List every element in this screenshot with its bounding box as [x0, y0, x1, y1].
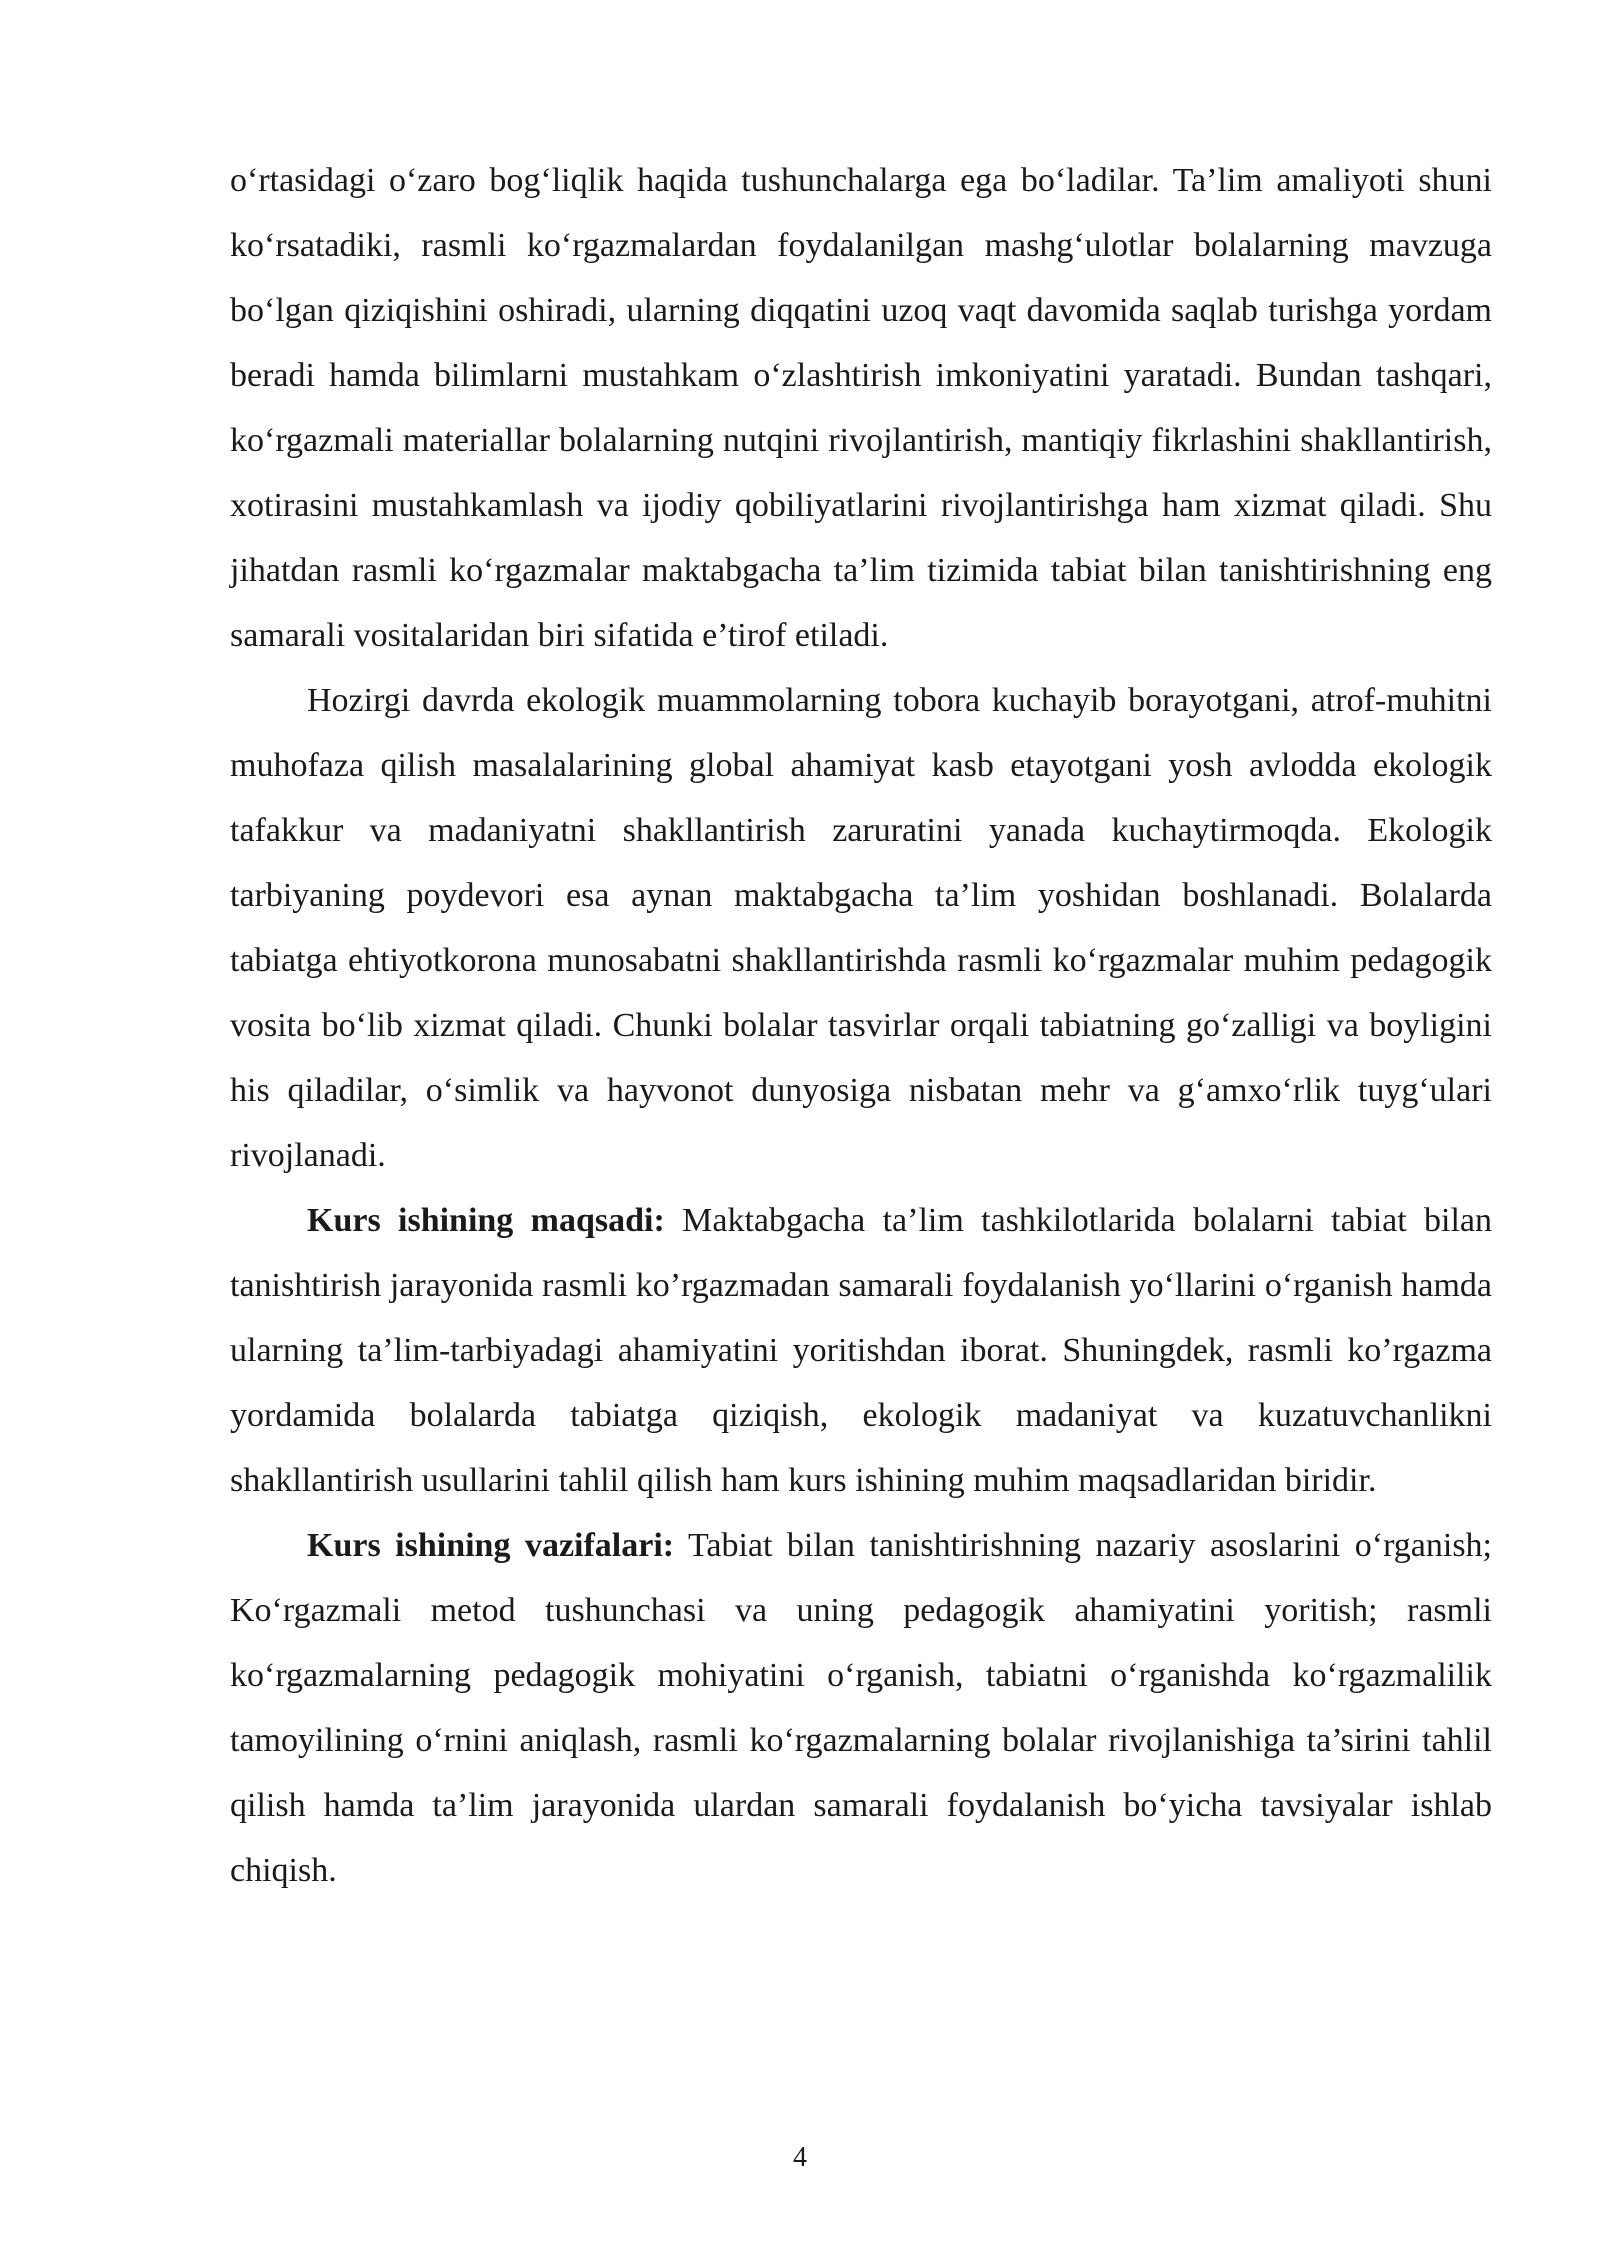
- paragraph-1: [230, 148, 1492, 668]
- paragraph-tasks: [230, 1513, 1492, 1903]
- paragraph-text: Hozirgi davrda ekologik muammolarning tobora kuchayib borayotgani, atrof-muhitni muhofaza qilish masalalarining global ahamiyat kasb etayotgani yosh avlodda ekologik tafakkur va madaniyatni shakllantirish zaruratini yanada kuchaytirmoqda. Ekologik tarbiyaning poydevori esa aynan maktabgacha ta’lim yoshidan boshlanadi. Bolalarda tabiatga ehtiyotkorona munosabatni shakllantirishda rasmli ko‘rgazmalar muhim pedagogik vosita bo‘lib xizmat qiladi. Chunki bolalar tasvirlar orqali tabiatning go‘zalligi va boyligini his qiladilar, o‘simlik va hayvonot dunyosiga nisbatan mehr va g‘amxo‘rlik tuyg‘ulari rivojlanadi.: [230, 682, 1492, 1174]
- body-text: [230, 148, 1492, 1903]
- paragraph-text: Maktabgacha ta’lim tashkilotlarida bolalarni tabiat bilan tanishtirish jarayonida rasmli ko’rgazmadan samarali foydalanish yo‘llarini o‘rganish hamda ularning ta’lim-tarbiyadagi ahamiyatini yoritishdan iborat. Shuningdek, rasmli ko’rgazma yordamida bolalarda tabiatga qiziqish, ekologik madaniyat va kuzatuvchanlikni shakllantirish usullarini tahlil qilish ham kurs ishining muhim maqsadlaridan biridir.: [230, 1202, 1492, 1499]
- paragraph-goal: [230, 1188, 1492, 1513]
- paragraph-2: [230, 668, 1492, 1188]
- paragraph-text: Tabiat bilan tanishtirishning nazariy asoslarini o‘rganish; Ko‘rgazmali metod tushunchasi va uning pedagogik ahamiyatini yoritish; rasmli ko‘rgazmalarning pedagogik mohiyatini o‘rganish, tabiatni o‘rganishda ko‘rgazmalilik tamoyilining o‘rnini aniqlash, rasmli ko‘rgazmalarning bolalar rivojlanishiga ta’sirini tahlil qilish hamda ta’lim jarayonida ulardan samarali foydalanish bo‘yicha tavsiyalar ishlab chiqish.: [230, 1527, 1492, 1889]
- paragraph-text: o‘rtasidagi o‘zaro bog‘liqlik haqida tushunchalarga ega bo‘ladilar. Ta’lim amaliyoti shuni ko‘rsatadiki, rasmli ko‘rgazmalardan foydalanilgan mashg‘ulotlar bolalarning mavzuga bo‘lgan qiziqishini oshiradi, ularning diqqatini uzoq vaqt davomida saqlab turishga yordam beradi hamda bilimlarni mustahkam o‘zlashtirish imkoniyatini yaratadi. Bundan tashqari, ko‘rgazmali materiallar bolalarning nutqini rivojlantirish, mantiqiy fikrlashini shakllantirish, xotirasini mustahkamlash va ijodiy qobiliyatlarini rivojlantirishga ham xizmat qiladi. Shu jihatdan rasmli ko‘rgazmalar maktabgacha ta’lim tizimida tabiat bilan tanishtirishning eng samarali vositalaridan biri sifatida e’tirof etiladi.: [230, 162, 1492, 654]
- page-number: 4: [793, 2142, 807, 2173]
- tasks-heading: Kurs ishining vazifalari:: [307, 1527, 675, 1564]
- goal-heading: Kurs ishining maqsadi:: [307, 1202, 665, 1239]
